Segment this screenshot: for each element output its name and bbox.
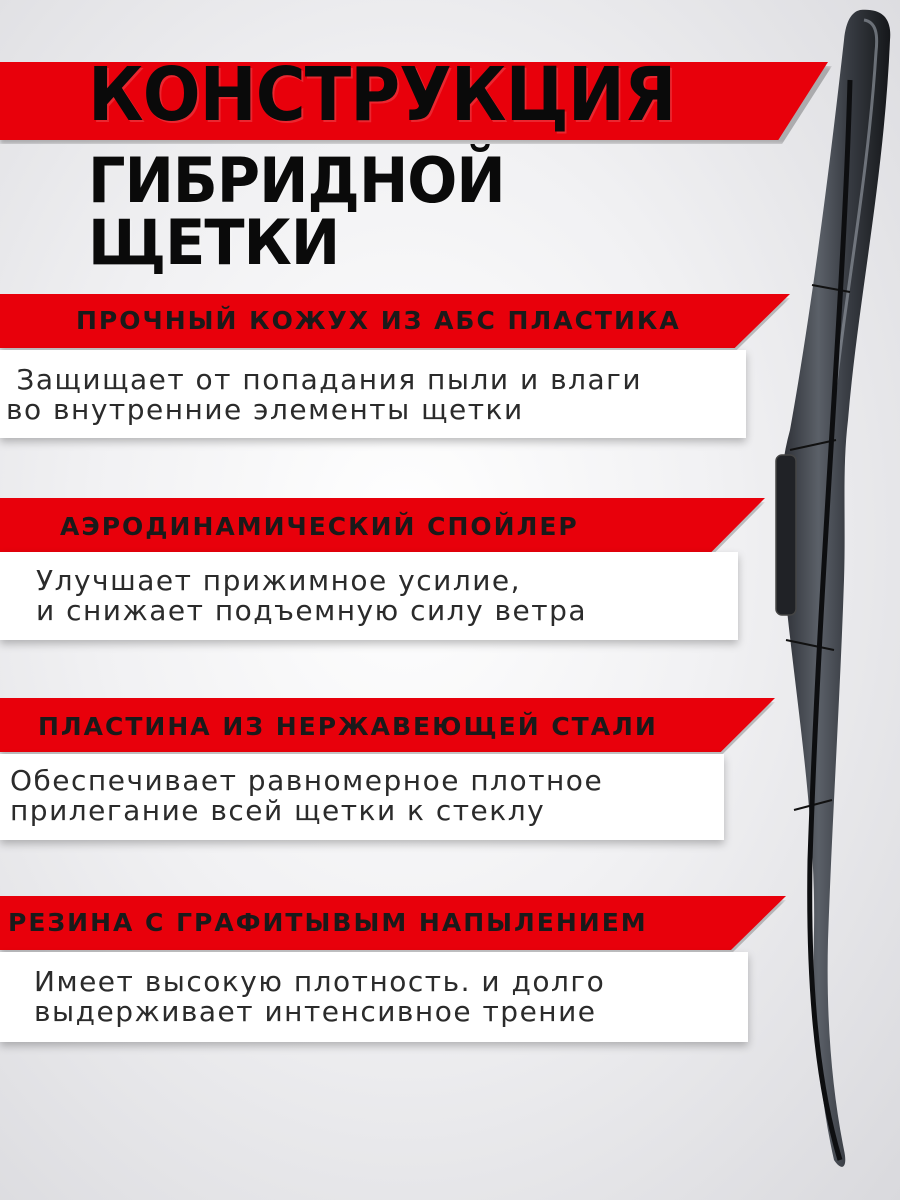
feature-heading: АЭРОДИНАМИЧЕСКИЙ СПОЙЛЕР: [60, 512, 579, 541]
feature-text-line-2: и снижает подъемную силу ветра: [36, 594, 588, 627]
page-title-line-2: ГИБРИДНОЙ: [88, 144, 505, 217]
feature-text-line-1: Обеспечивает равномерное плотное: [10, 764, 604, 797]
feature-text-line-1: Улучшает прижимное усилие,: [36, 564, 522, 597]
feature-text-line-2: выдерживает интенсивное трение: [34, 995, 597, 1028]
page-title-line-3: ЩЕТКИ: [88, 206, 340, 279]
page-title-line-1: КОНСТРУКЦИЯ: [88, 52, 676, 138]
feature-text-line-1: Защищает от попадания пыли и влаги: [6, 363, 643, 396]
wiper-blade-image: [760, 0, 900, 1200]
feature-heading: ПРОЧНЫЙ КОЖУХ ИЗ АБС ПЛАСТИКА: [76, 306, 681, 335]
feature-text-line-2: прилегание всей щетки к стеклу: [10, 794, 546, 827]
feature-heading: ПЛАСТИНА ИЗ НЕРЖАВЕЮЩЕЙ СТАЛИ: [38, 712, 658, 741]
feature-text-line-2: во внутренние элементы щетки: [6, 393, 524, 426]
feature-text-line-1: Имеет высокую плотность. и долго: [34, 965, 606, 998]
feature-heading: РЕЗИНА С ГРАФИТЫВЫМ НАПЫЛЕНИЕМ: [8, 908, 648, 937]
